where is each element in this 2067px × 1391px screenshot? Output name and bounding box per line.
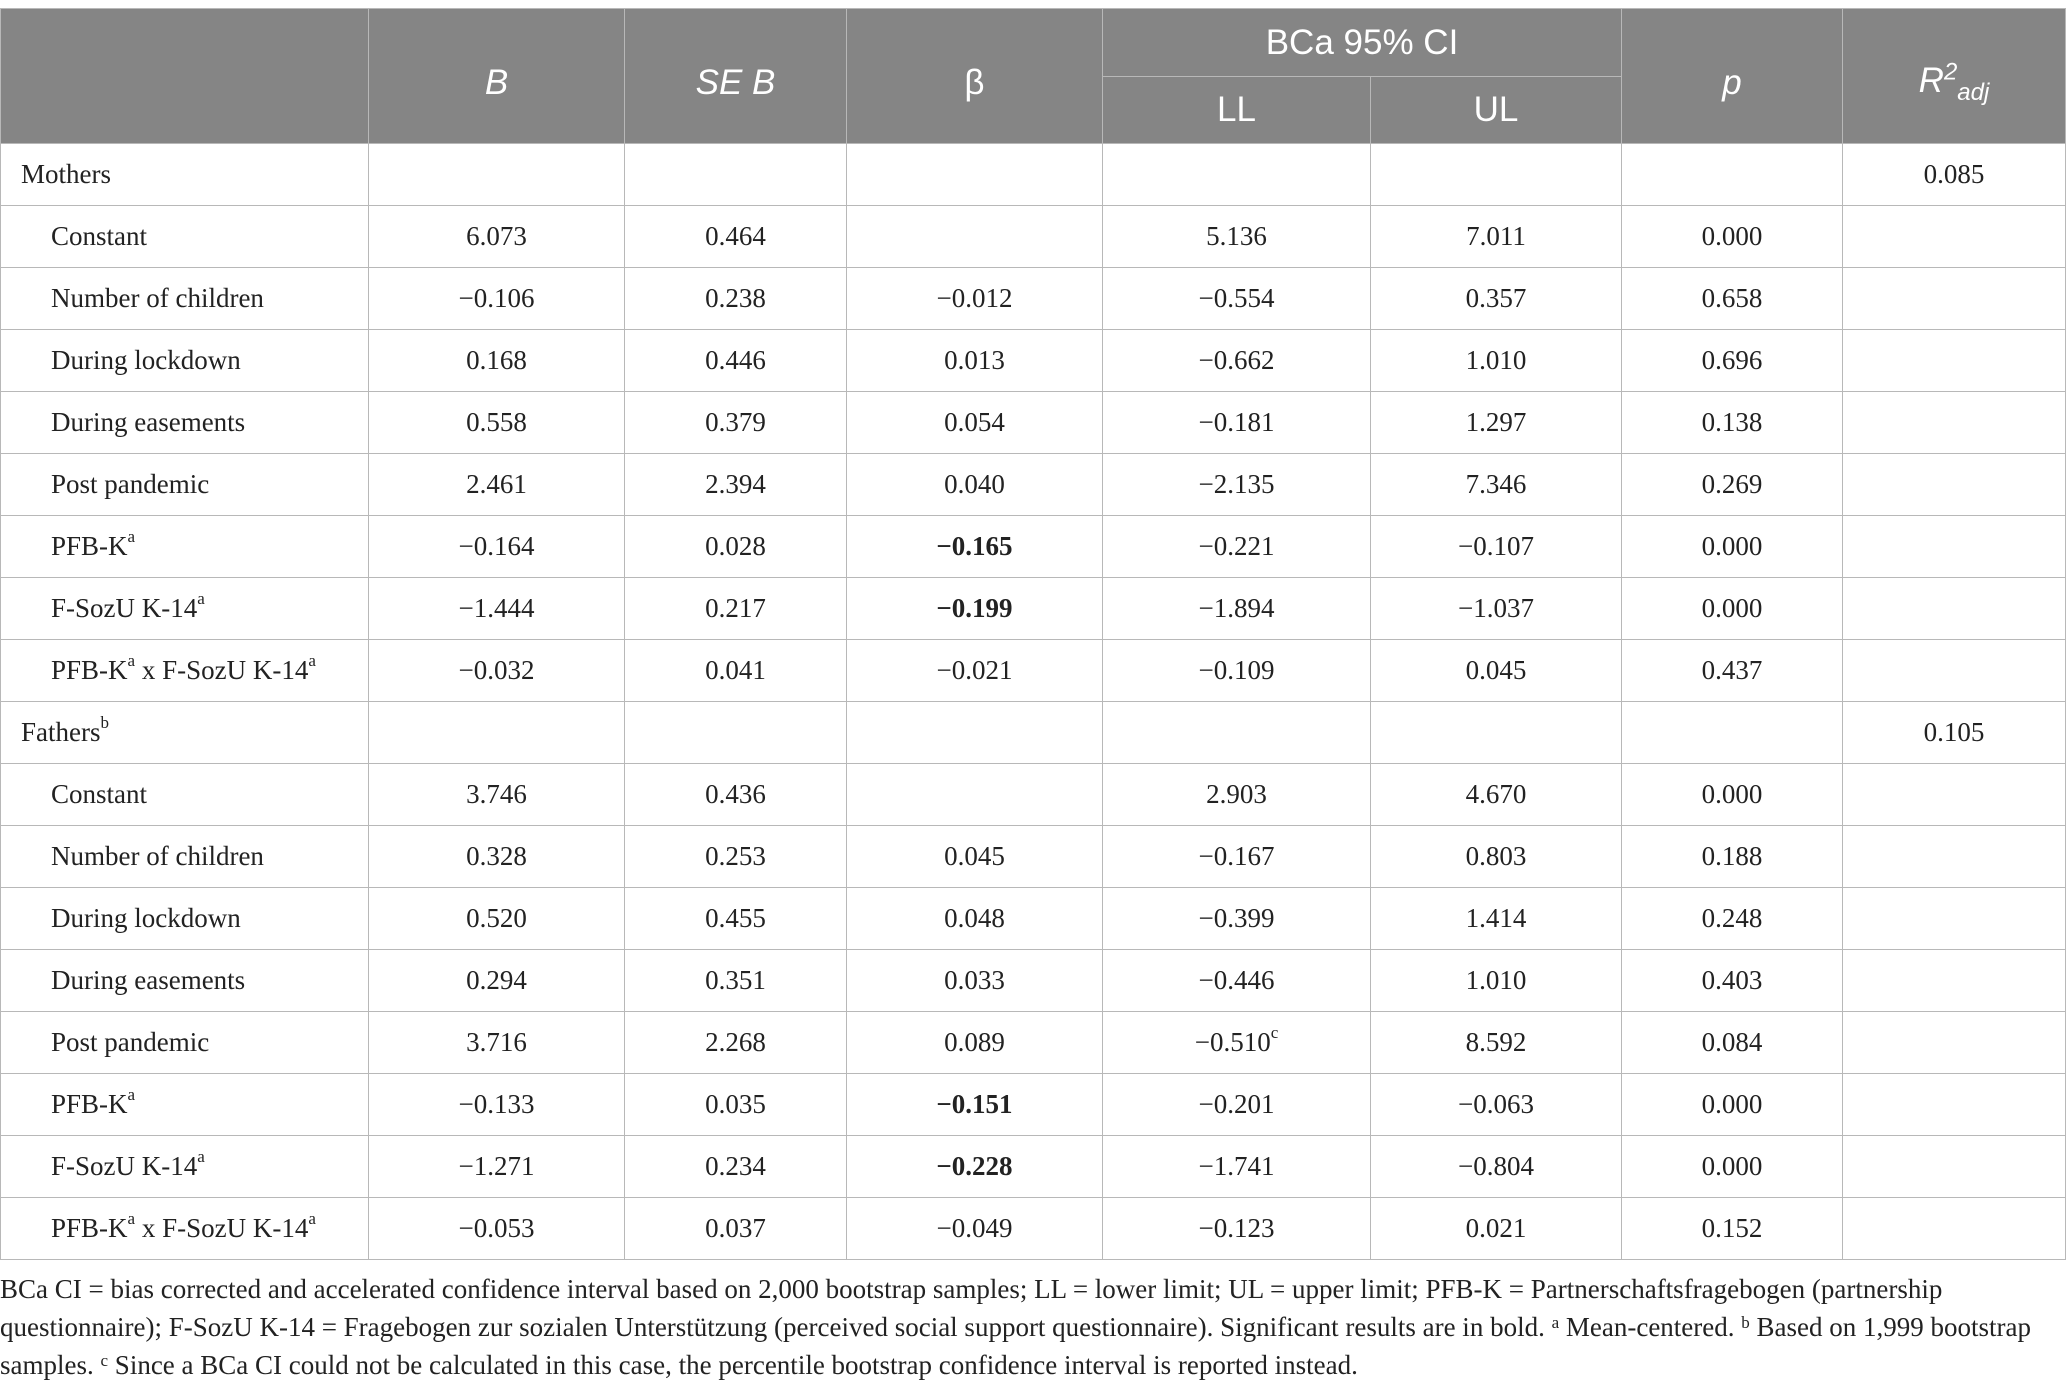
p-value: 0.084 <box>1622 1012 1843 1074</box>
empty-cell <box>1843 1012 2066 1074</box>
ll-value: −0.221 <box>1103 516 1371 578</box>
b-value: 0.168 <box>369 330 625 392</box>
empty-cell <box>1622 144 1843 206</box>
p-value: 0.000 <box>1622 578 1843 640</box>
b-value: −0.032 <box>369 640 625 702</box>
b-value: −0.053 <box>369 1198 625 1260</box>
table-body <box>1 144 2066 1260</box>
empty-cell <box>1843 888 2066 950</box>
b-value: −1.444 <box>369 578 625 640</box>
table-footnote: BCa CI = bias corrected and accelerated confidence interval based on 2,000 bootstrap samples; LL = lower limit; UL = upper limit; PFB-K = Partnerschaftsfragebogen (partnership questionnaire); F-SozU K-14 = Fragebogen zur sozialen Unterstützung (perceived social support questionnaire). Significant results are in bold. $^a$ Mean-centered. $^b$ Based on 1,999 bootstrap samples. $^c$ Since a BCa CI could not be calculated in this case, the percentile bootstrap confidence interval is reported instead. <box>0 1274 2032 1380</box>
table-row <box>1 330 2066 392</box>
se-b-value: 0.037 <box>625 1198 847 1260</box>
predictor-label: Number of children <box>1 268 369 330</box>
empty-cell <box>1843 330 2066 392</box>
predictor-label: During lockdown <box>1 888 369 950</box>
header-bca-ci: BCa 95% CI <box>1103 9 1622 77</box>
header-ul: UL <box>1371 77 1622 144</box>
table-row <box>1 578 2066 640</box>
table-row <box>1 888 2066 950</box>
table-row <box>1 454 2066 516</box>
beta-value: 0.033 <box>847 950 1103 1012</box>
predictor-label: F-SozU K-14$^a$ <box>1 1136 369 1198</box>
ul-value: 1.297 <box>1371 392 1622 454</box>
se-b-value: 0.253 <box>625 826 847 888</box>
ul-value: −1.037 <box>1371 578 1622 640</box>
b-value: 0.558 <box>369 392 625 454</box>
ul-value: 0.045 <box>1371 640 1622 702</box>
p-value: 0.000 <box>1622 1136 1843 1198</box>
header-beta: β <box>847 9 1103 144</box>
empty-cell <box>369 144 625 206</box>
se-b-value: 0.351 <box>625 950 847 1012</box>
beta-value: −0.199 <box>847 578 1103 640</box>
empty-cell <box>369 702 625 764</box>
beta-value: −0.165 <box>847 516 1103 578</box>
b-value: 2.461 <box>369 454 625 516</box>
ll-value: −0.662 <box>1103 330 1371 392</box>
empty-cell <box>1843 826 2066 888</box>
ll-value: −0.167 <box>1103 826 1371 888</box>
predictor-label: During lockdown <box>1 330 369 392</box>
p-value: 0.269 <box>1622 454 1843 516</box>
b-value: 0.328 <box>369 826 625 888</box>
empty-cell <box>1843 392 2066 454</box>
group-row <box>1 144 2066 206</box>
empty-cell <box>847 702 1103 764</box>
p-value: 0.403 <box>1622 950 1843 1012</box>
header-empty-cell <box>1 9 369 144</box>
p-value: 0.152 <box>1622 1198 1843 1260</box>
table-row <box>1 1136 2066 1198</box>
b-value: 6.073 <box>369 206 625 268</box>
b-value: 0.520 <box>369 888 625 950</box>
beta-value: 0.045 <box>847 826 1103 888</box>
predictor-label: During easements <box>1 950 369 1012</box>
group-label: Mothers <box>1 144 369 206</box>
se-b-value: 0.035 <box>625 1074 847 1136</box>
se-b-value: 0.436 <box>625 764 847 826</box>
empty-cell <box>1103 702 1371 764</box>
empty-cell <box>1622 702 1843 764</box>
empty-cell <box>1843 578 2066 640</box>
b-value: −1.271 <box>369 1136 625 1198</box>
predictor-label: Constant <box>1 206 369 268</box>
group-row <box>1 702 2066 764</box>
se-b-value: 2.394 <box>625 454 847 516</box>
table-row <box>1 764 2066 826</box>
ll-value: −0.446 <box>1103 950 1371 1012</box>
predictor-label: PFB-K$^a$ x F-SozU K-14$^a$ <box>1 640 369 702</box>
table-row <box>1 826 2066 888</box>
predictor-label: PFB-K$^a$ x F-SozU K-14$^a$ <box>1 1198 369 1260</box>
table-row <box>1 1074 2066 1136</box>
beta-value: 0.089 <box>847 1012 1103 1074</box>
ul-value: −0.063 <box>1371 1074 1622 1136</box>
se-b-value: 0.379 <box>625 392 847 454</box>
p-value: 0.000 <box>1622 1074 1843 1136</box>
ll-value: −0.123 <box>1103 1198 1371 1260</box>
table-row <box>1 206 2066 268</box>
empty-cell <box>1843 206 2066 268</box>
r2-adj-value: 0.085 <box>1843 144 2066 206</box>
empty-cell <box>1843 516 2066 578</box>
header-ll: LL <box>1103 77 1371 144</box>
ul-value: 4.670 <box>1371 764 1622 826</box>
ul-value: −0.804 <box>1371 1136 1622 1198</box>
predictor-label: Post pandemic <box>1 1012 369 1074</box>
b-value: 3.746 <box>369 764 625 826</box>
b-value: 0.294 <box>369 950 625 1012</box>
p-value: 0.658 <box>1622 268 1843 330</box>
beta-value: −0.049 <box>847 1198 1103 1260</box>
beta-value: −0.228 <box>847 1136 1103 1198</box>
table-row <box>1 640 2066 702</box>
empty-cell <box>1843 640 2066 702</box>
se-b-value: 0.041 <box>625 640 847 702</box>
ul-value: 1.010 <box>1371 330 1622 392</box>
beta-value: −0.021 <box>847 640 1103 702</box>
p-value: 0.138 <box>1622 392 1843 454</box>
beta-value <box>847 764 1103 826</box>
b-value: −0.164 <box>369 516 625 578</box>
table-row <box>1 268 2066 330</box>
se-b-value: 0.238 <box>625 268 847 330</box>
p-value: 0.000 <box>1622 516 1843 578</box>
predictor-label: F-SozU K-14$^a$ <box>1 578 369 640</box>
b-value: −0.133 <box>369 1074 625 1136</box>
header-p: p <box>1622 9 1843 144</box>
p-value: 0.000 <box>1622 764 1843 826</box>
table-row <box>1 950 2066 1012</box>
ll-value: −0.109 <box>1103 640 1371 702</box>
empty-cell <box>1843 764 2066 826</box>
beta-value: −0.151 <box>847 1074 1103 1136</box>
ul-value: 8.592 <box>1371 1012 1622 1074</box>
empty-cell <box>1843 950 2066 1012</box>
se-b-value: 0.234 <box>625 1136 847 1198</box>
beta-value: −0.012 <box>847 268 1103 330</box>
se-b-value: 2.268 <box>625 1012 847 1074</box>
header-r2-adj: $R^2_{adj}$ <box>1843 9 2066 144</box>
predictor-label: Number of children <box>1 826 369 888</box>
p-value: 0.188 <box>1622 826 1843 888</box>
ul-value: 7.011 <box>1371 206 1622 268</box>
empty-cell <box>625 144 847 206</box>
empty-cell <box>1843 268 2066 330</box>
regression-table <box>0 8 2066 1260</box>
empty-cell <box>847 144 1103 206</box>
se-b-value: 0.217 <box>625 578 847 640</box>
empty-cell <box>1843 454 2066 516</box>
header-se-b: SE B <box>625 9 847 144</box>
predictor-label: Post pandemic <box>1 454 369 516</box>
ll-value: −0.201 <box>1103 1074 1371 1136</box>
ul-value: 0.357 <box>1371 268 1622 330</box>
p-value: 0.248 <box>1622 888 1843 950</box>
beta-value: 0.040 <box>847 454 1103 516</box>
table-row <box>1 516 2066 578</box>
group-label: Fathers$^b$ <box>1 702 369 764</box>
ll-value: 2.903 <box>1103 764 1371 826</box>
table-row <box>1 1012 2066 1074</box>
ll-value: −2.135 <box>1103 454 1371 516</box>
predictor-label: During easements <box>1 392 369 454</box>
se-b-value: 0.446 <box>625 330 847 392</box>
predictor-label: PFB-K$^a$ <box>1 516 369 578</box>
ll-value: −1.894 <box>1103 578 1371 640</box>
ll-value: −0.181 <box>1103 392 1371 454</box>
ll-value: −0.554 <box>1103 268 1371 330</box>
p-value: 0.000 <box>1622 206 1843 268</box>
ul-value: −0.107 <box>1371 516 1622 578</box>
b-value: −0.106 <box>369 268 625 330</box>
p-value: 0.696 <box>1622 330 1843 392</box>
ul-value: 0.803 <box>1371 826 1622 888</box>
beta-value: 0.054 <box>847 392 1103 454</box>
se-b-value: 0.455 <box>625 888 847 950</box>
p-value: 0.437 <box>1622 640 1843 702</box>
beta-value: 0.013 <box>847 330 1103 392</box>
table-header <box>1 9 2066 144</box>
ul-value: 1.414 <box>1371 888 1622 950</box>
empty-cell <box>625 702 847 764</box>
predictor-label: Constant <box>1 764 369 826</box>
empty-cell <box>1843 1074 2066 1136</box>
r2-adj-value: 0.105 <box>1843 702 2066 764</box>
beta-value <box>847 206 1103 268</box>
ll-value: 5.136 <box>1103 206 1371 268</box>
empty-cell <box>1371 144 1622 206</box>
ll-value: −0.399 <box>1103 888 1371 950</box>
beta-value: 0.048 <box>847 888 1103 950</box>
table-row <box>1 392 2066 454</box>
table-row <box>1 1198 2066 1260</box>
se-b-value: 0.464 <box>625 206 847 268</box>
empty-cell <box>1371 702 1622 764</box>
ll-value: −1.741 <box>1103 1136 1371 1198</box>
empty-cell <box>1843 1136 2066 1198</box>
empty-cell <box>1103 144 1371 206</box>
regression-table-container <box>0 8 2065 1260</box>
ul-value: 0.021 <box>1371 1198 1622 1260</box>
ul-value: 1.010 <box>1371 950 1622 1012</box>
ul-value: 7.346 <box>1371 454 1622 516</box>
header-b: B <box>369 9 625 144</box>
b-value: 3.716 <box>369 1012 625 1074</box>
ll-value: −0.510$^c$ <box>1103 1012 1371 1074</box>
empty-cell <box>1843 1198 2066 1260</box>
predictor-label: PFB-K$^a$ <box>1 1074 369 1136</box>
se-b-value: 0.028 <box>625 516 847 578</box>
